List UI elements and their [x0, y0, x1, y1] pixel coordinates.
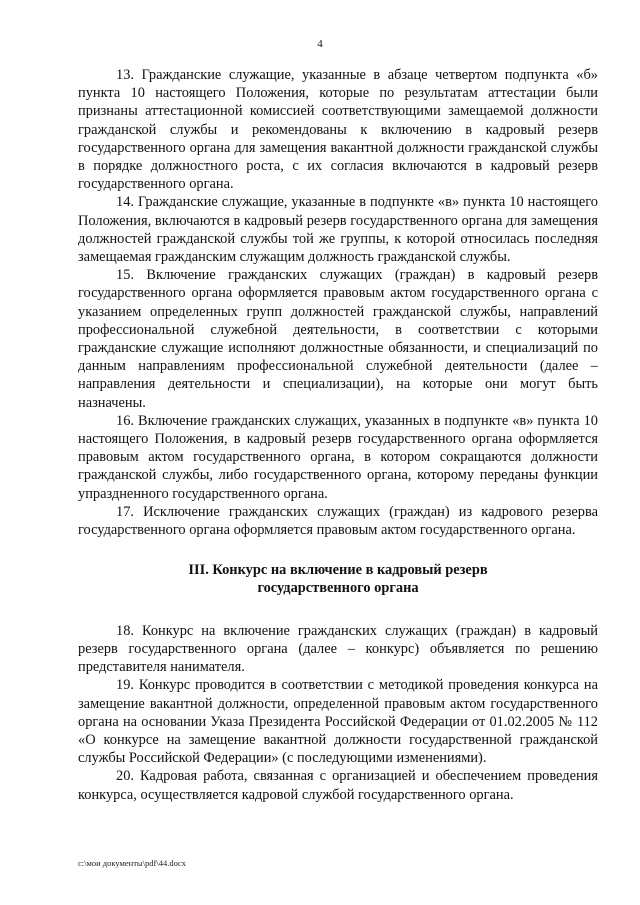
paragraph-15: 15. Включение гражданских служащих (граждан) в кадровый резерв государственного органа оформляется правовым актом государственного органа с указанием определенных групп должностей гражданской службы, направлений профессиональной служебной деятельности, в соответствии с которыми гражданские служащие исполняют должностные обязанности, и специализаций по данным направлениям профессиональной служебной деятельности (далее – направления деятельности и специализации), на которые они могут быть назначены. [78, 267, 598, 411]
paragraph-20: 20. Кадровая работа, связанная с организацией и обеспечением проведения конкурса, осуществляется кадровой службой государственного органа. [78, 768, 598, 803]
section-heading-line-1: III. Конкурс на включение в кадровый резерв [188, 562, 488, 579]
footer-file-path: c:\мои документы\pdf\44.docx [78, 858, 186, 868]
section-heading [78, 561, 598, 597]
paragraph-19: 19. Конкурс проводится в соответствии с методикой проведения конкурса на замещение вакантной должности, определенной правовым актом государственного органа на основании Указа Президента Российской Федерации от 01.02.2005 № 112 «О конкурсе на замещение вакантной должности государственной гражданской службы Российской Федерации» (с последующими изменениями). [78, 677, 598, 767]
paragraph-13: 13. Гражданские служащие, указанные в абзаце четвертом подпункта «б» пункта 10 настоящего Положения, которые по результатам аттестации были признаны аттестационной комиссией соответствующими замещаемой должности гражданской службы и рекомендованы к включению в кадровый резерв государственного органа для замещения вакантной должности гражданской службы в порядке должностного роста, с их согласия включаются в кадровый резерв государственного органа. [78, 67, 598, 193]
paragraph-17: 17. Исключение гражданских служащих (граждан) из кадрового резерва государственного органа оформляется правовым актом государственного органа. [78, 503, 598, 539]
section-heading-line-2: государственного органа [257, 580, 419, 597]
paragraph-18: 18. Конкурс на включение гражданских служащих (граждан) в кадровый резерв государственного органа (далее – конкурс) объявляется по решению представителя нанимателя. [78, 622, 598, 676]
page-number: 4 [317, 38, 323, 50]
document-body [78, 66, 598, 804]
paragraph-14: 14. Гражданские служащие, указанные в подпункте «в» пункта 10 настоящего Положения, включаются в кадровый резерв государственного органа для замещения должностей гражданской службы той же группы, к которой относилась последняя замещаемая гражданским служащим должность гражданской службы. [78, 194, 598, 266]
paragraph-16: 16. Включение гражданских служащих, указанных в подпункте «в» пункта 10 настоящего Положения, в кадровый резерв государственного органа оформляется правовым актом государственного органа, в котором сокращаются должности гражданской службы, либо государственного органа, которому переданы функции упраздненного государственного органа. [78, 412, 598, 502]
